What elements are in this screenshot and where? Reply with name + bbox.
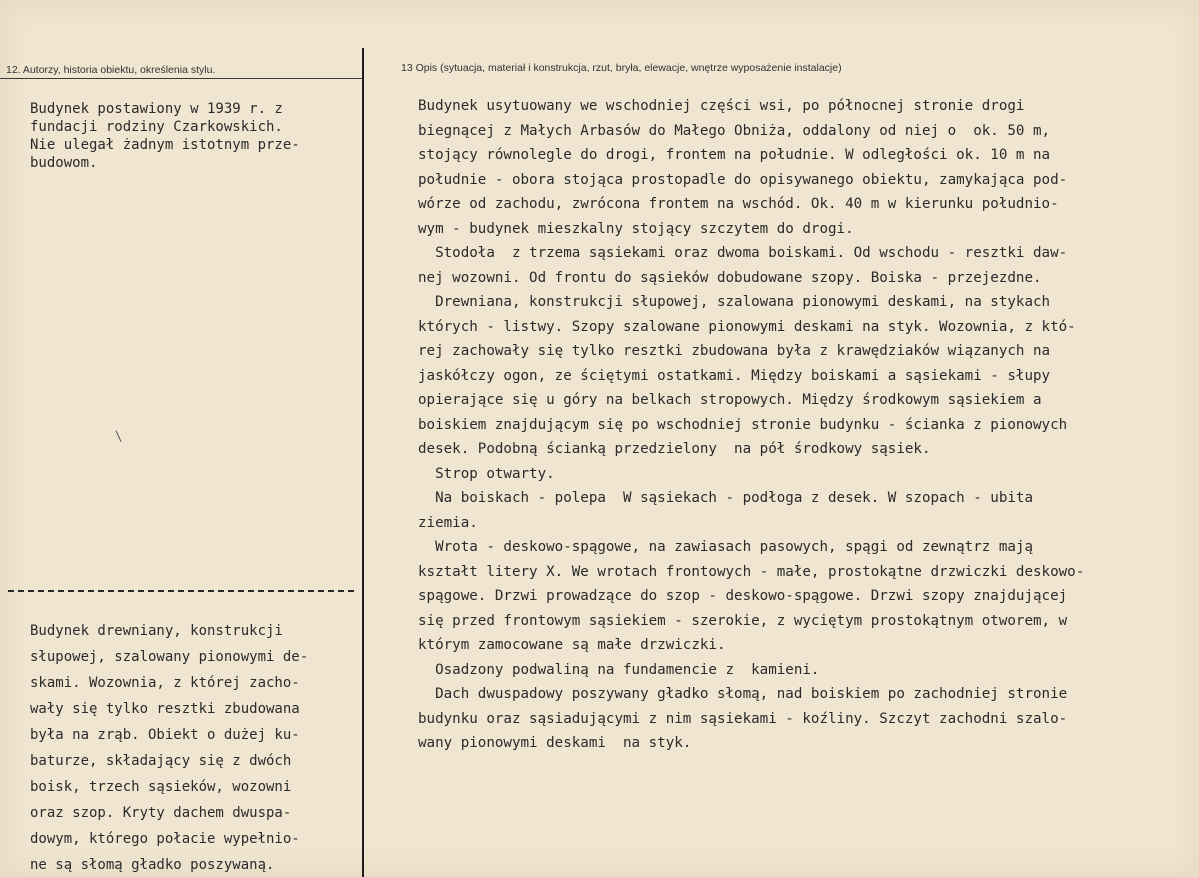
history-text: Budynek postawiony w 1939 r. z fundacji rodziny Czarkowskich. Nie ulegał żadnym istotnym prze- budowom. [30, 101, 300, 171]
section-separator [8, 590, 354, 592]
field-label-13: 13 Opis (sytuacja, materiał i konstrukcja, rzut, bryła, elewacje, wnętrze wyposażenie instalacje) [401, 62, 842, 74]
field-label-12: 12. Autorzy, historia obiektu, określenia stylu. [6, 64, 216, 76]
description-text: Budynek usytuowany we wschodniej części wsi, po północnej stronie drogi biegnącej z Małych Arbasów do Małego Obniża, oddalony od niej o ok. 50 m, stojący równolegle do drogi, frontem na południe. W odległości ok. 10 m na południe - obora stojąca prostopadle do opisywanego obiektu, zamykająca pod- wórze od zachodu, zwrócona frontem na wschód. Ok. 40 m w kierunku południo- wym - budynek mieszkalny stojący szczytem do drogi. Stodoła z trzema sąsiekami oraz dwoma boiskami. Od wschodu - resztki daw- nej wozowni. Od frontu do sąsieków dobudowane szopy. Boiska - przejezdne. Drewniana, konstrukcji słupowej, szalowana pionowymi deskami, na stykach których - listwy. Szopy szalowane pionowymi deskami na styk. Wozownia, z któ- rej zachowały się tylko resztki zbudowana była z krawędziaków wiązanych na jaskółczy ogon, ze ściętymi ostatkami. Między boiskami a sąsiekami - słupy opierające się u góry na belkach stropowych. Między środkowym sąsiekiem a boiskiem znajdującym się po wschodniej stronie budynku - ścianka z pionowych desek. Podobną ścianką przedzielony na pół środkowy sąsiek. Strop otwarty. Na boiskach - polepa W sąsiekach - podłoga z desek. W szopach - ubita ziemia. Wrota - deskowo-spągowe, na zawiasach pasowych, spągi od zewnątrz mają kształt litery X. We wrotach frontowych - małe, prostokątne drzwiczki deskowo- spągowe. Drzwi prowadzące do szop - deskowo-spągowe. Drzwi szopy znajdującej się przed frontowym sąsiekiem - szerokie, z wyciętym prostokątnym otworem, w którym zamocowane są małe drzwiczki. Osadzony podwaliną na fundamencie z kamieni. Dach dwuspadowy poszywany gładko słomą, nad boiskiem po zachodniej stronie budynku oraz sąsiadującymi z nim sąsiekami - koźliny. Szczyt zachodni szalo- wany pionowymi deskami na styk. [418, 98, 1085, 751]
top-rule [0, 78, 362, 79]
column-divider [362, 48, 364, 877]
brief-description-text: Budynek drewniany, konstrukcji słupowej, szalowany pionowymi de- skami. Wozownia, z której zacho- wały się tylko resztki zbudowana była na zrąb. Obiekt o dużej ku- baturze, składający się z dwóch boisk, trzech sąsieków, wozowni oraz szop. Kryty dachem dwuspa- dowym, którego połacie wypełnio- ne są słomą gładko poszywaną. [30, 623, 309, 873]
